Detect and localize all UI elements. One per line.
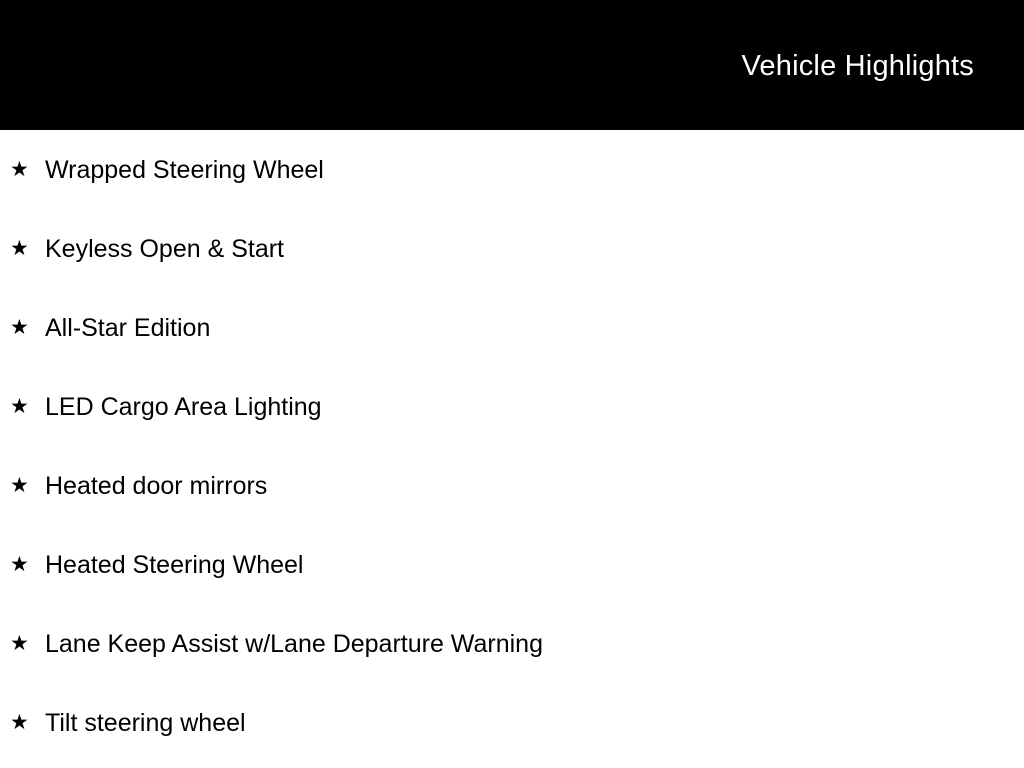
list-item: [0, 446, 1024, 525]
star-icon: ★: [10, 158, 29, 181]
list-item: [0, 209, 1024, 288]
star-icon: ★: [10, 395, 29, 418]
star-icon: ★: [10, 632, 29, 655]
highlight-label: Heated door mirrors: [45, 471, 268, 500]
star-icon: ★: [10, 237, 29, 260]
highlight-label: Heated Steering Wheel: [45, 550, 304, 579]
star-icon: ★: [10, 474, 29, 497]
list-item: [0, 683, 1024, 762]
list-item: [0, 288, 1024, 367]
header-bar: [0, 0, 1024, 130]
vehicle-highlights-list: [0, 130, 1024, 762]
highlight-label: Wrapped Steering Wheel: [45, 155, 324, 184]
star-icon: ★: [10, 553, 29, 576]
highlight-label: All-Star Edition: [45, 313, 211, 342]
star-icon: ★: [10, 316, 29, 339]
highlight-label: LED Cargo Area Lighting: [45, 392, 322, 421]
highlight-label: Lane Keep Assist w/Lane Departure Warning: [45, 629, 543, 658]
highlight-label: Keyless Open & Start: [45, 234, 285, 263]
list-item: [0, 367, 1024, 446]
star-icon: ★: [10, 711, 29, 734]
list-item: [0, 525, 1024, 604]
highlight-label: Tilt steering wheel: [45, 708, 246, 737]
list-item: [0, 604, 1024, 683]
list-item: [0, 130, 1024, 209]
page-title: Vehicle Highlights: [741, 50, 974, 82]
